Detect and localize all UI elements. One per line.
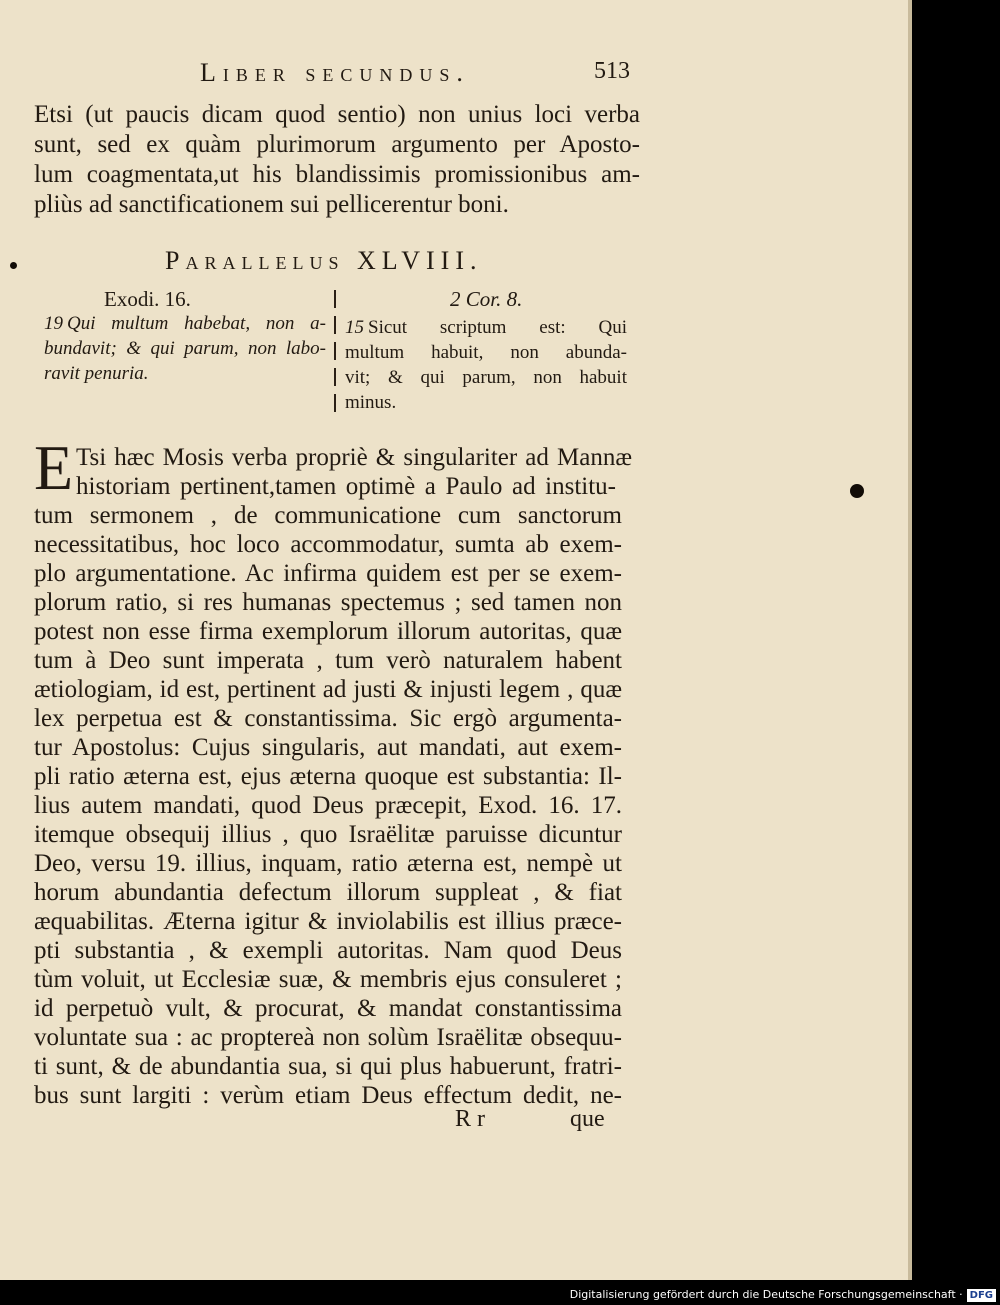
digitization-credit: Digitalisierung gefördert durch die Deutsche Forschungsgemeinschaft · DFG xyxy=(560,1288,996,1304)
intro-line: lum coagmentata,ut his blandissimis promissionibus am- xyxy=(34,161,640,188)
commentary-line: tum sermonem , de communicatione cum sanctorum xyxy=(34,502,622,529)
left-verse-text: Qui multum habebat, non a- xyxy=(67,313,326,334)
catchword: que xyxy=(570,1106,605,1132)
credit-text: Digitalisierung gefördert durch die Deutsche Forschungsgemeinschaft xyxy=(569,1288,956,1301)
commentary-line: pli ratio æterna est, ejus æterna quoque est substantia: Il- xyxy=(34,763,622,790)
commentary-line: voluntate sua : ac proptereà non solùm Israëlitæ obsequu- xyxy=(34,1024,622,1051)
left-verse-line xyxy=(44,311,326,336)
right-verse-text: Sicut scriptum est: Qui xyxy=(368,317,627,338)
right-verse-line xyxy=(345,315,627,340)
right-reference: 2 Cor. 8. xyxy=(450,287,523,311)
left-verse-line: bundavit; & qui parum, non labo- xyxy=(44,338,326,359)
right-verse-line: multum habuit, non abunda- xyxy=(345,342,627,363)
commentary-line: plo argumentatione. Ac infirma quidem est per se exem- xyxy=(34,560,622,587)
intro-line: sunt, sed ex quàm plurimorum argumento per Aposto- xyxy=(34,131,640,158)
ink-spot xyxy=(850,484,864,498)
right-verse-number: 15 xyxy=(345,317,364,338)
right-verse-line: minus. xyxy=(345,392,397,413)
intro-line: pliùs ad sanctificationem sui pellicerentur boni. xyxy=(34,191,509,218)
signature-mark: R r xyxy=(455,1106,485,1132)
running-title: Liber secundus. xyxy=(200,58,470,87)
commentary-line: historiam pertinent,tamen optimè a Paulo ad institu- xyxy=(76,473,616,500)
commentary-line: tum à Deo sunt imperata , tum verò naturalem habent xyxy=(34,647,622,674)
ink-spot xyxy=(10,262,17,269)
column-divider xyxy=(334,290,336,412)
commentary-line: Deo, versu 19. illius, inquam, ratio æterna est, nempè ut xyxy=(34,850,622,877)
commentary-line: horum abundantia defectum illorum suppleat , & fiat xyxy=(34,879,622,906)
page-edge xyxy=(908,0,912,1280)
left-reference: Exodi. 16. xyxy=(104,287,191,311)
commentary-line: necessitatibus, hoc loco accommodatur, sumta ab exem- xyxy=(34,531,622,558)
left-verse-line: ravit penuria. xyxy=(44,363,149,384)
commentary-line: id perpetuò vult, & procurat, & mandat constantissima xyxy=(34,995,622,1022)
commentary-line: plorum ratio, si res humanas spectemus ; sed tamen non xyxy=(34,589,622,616)
commentary-line: Tsi hæc Mosis verba propriè & singulariter ad Mannæ xyxy=(76,444,632,471)
commentary-line: lex perpetua est & constantissima. Sic ergò argumenta- xyxy=(34,705,622,732)
right-verse-line: vit; & qui parum, non habuit xyxy=(345,367,627,388)
commentary-line: bus sunt largiti : verùm etiam Deus effectum dedit, ne- xyxy=(34,1082,622,1109)
commentary-line: pti substantia , & exempli autoritas. Nam quod Deus xyxy=(34,937,622,964)
commentary-line: tùm voluit, ut Ecclesiæ suæ, & membris ejus consuleret ; xyxy=(34,966,622,993)
drop-cap: E xyxy=(34,432,74,503)
commentary-line: ti sunt, & de abundantia sua, si qui plus habuerunt, fratri- xyxy=(34,1053,622,1080)
running-header xyxy=(200,58,630,94)
commentary-line: tur Apostolus: Cujus singularis, aut mandati, aut exem- xyxy=(34,734,622,761)
intro-line: Etsi (ut paucis dicam quod sentio) non unius loci verba xyxy=(34,101,640,128)
dfg-logo: DFG xyxy=(967,1289,996,1302)
commentary-line: lius autem mandati, quod Deus præcepit, Exod. 16. 17. xyxy=(34,792,622,819)
section-title: Parallelus XLVIII. xyxy=(165,246,483,275)
commentary-line: potest non esse firma exemplorum illorum autoritas, quæ xyxy=(34,618,622,645)
commentary-line: itemque obsequij illius , quo Israëlitæ paruisse dicuntur xyxy=(34,821,622,848)
page-number: 513 xyxy=(594,58,630,84)
left-verse-number: 19 xyxy=(44,313,63,334)
commentary-line: ætiologiam, id est, pertinent ad justi & injusti legem , quæ xyxy=(34,676,622,703)
commentary-line: æquabilitas. Æterna igitur & inviolabilis est illius præce- xyxy=(34,908,622,935)
